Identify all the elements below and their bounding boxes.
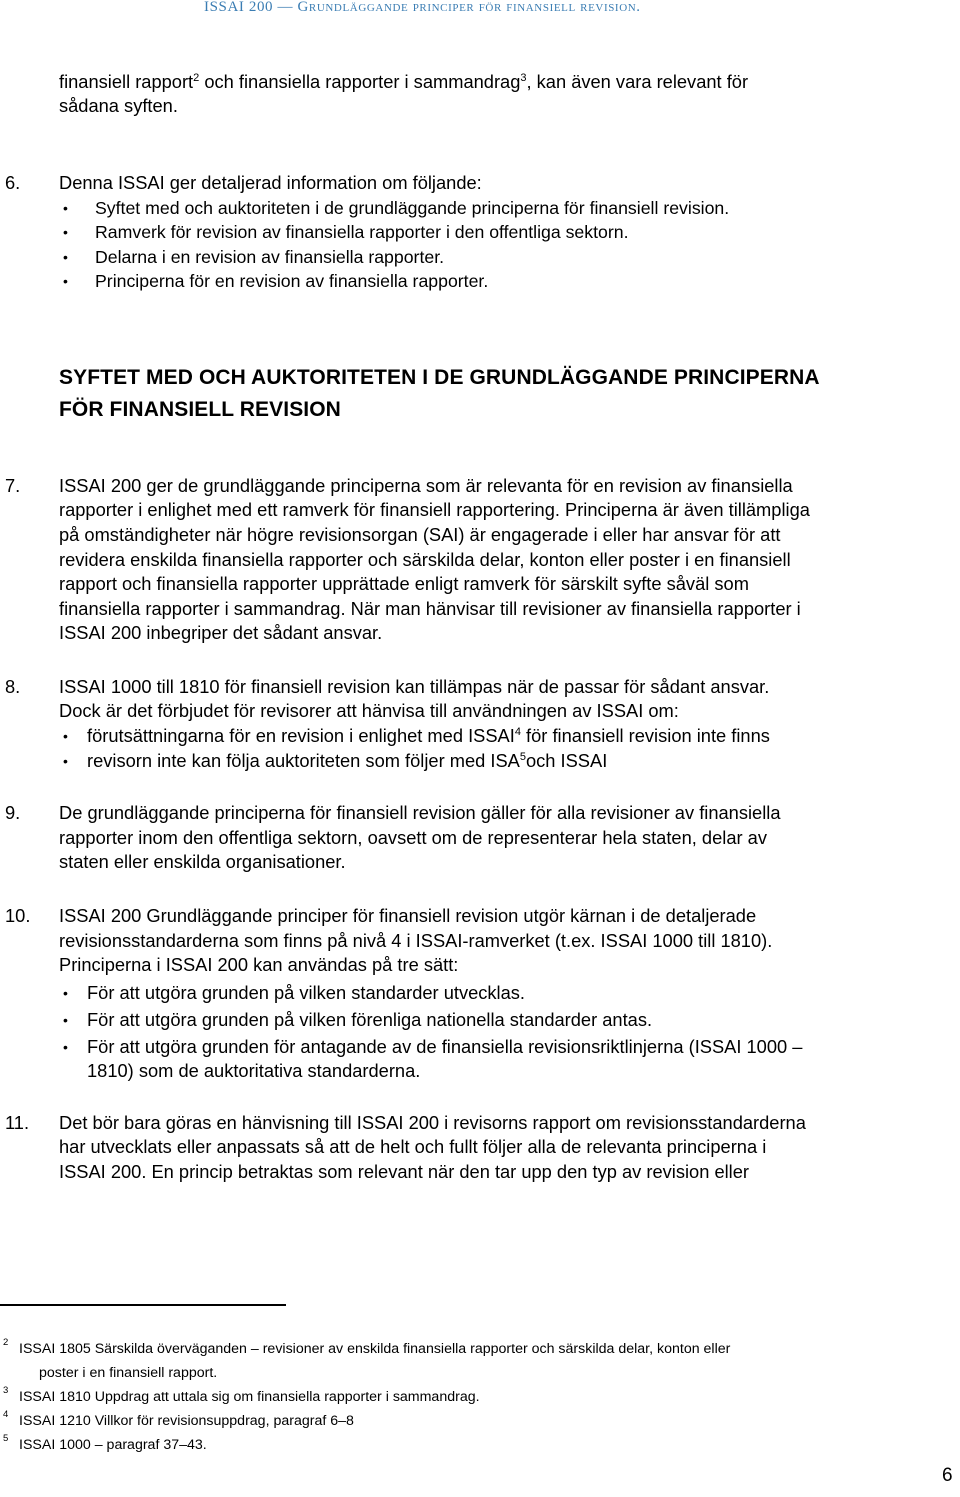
para-7-line-3: på omständigheter när högre revisionsorgan (SAI) är engagerade i eller har ansvar för att: [59, 524, 781, 545]
para-7-line-6: finansiella rapporter i sammandrag. När man hänvisar till revisioner av finansiella rapporter i: [59, 598, 801, 619]
para-9-number: 9.: [5, 802, 21, 823]
intro-line-1: finansiell rapport$^2$ och finansiella rapporter i sammandrag$^3$, kan även vara relevant för: [59, 71, 749, 92]
footnote-3-mark: 3: [3, 1385, 9, 1396]
bullet-icon: •: [63, 728, 68, 744]
footnote-ref-2[interactable]: 2: [193, 71, 200, 84]
bullet-icon: •: [63, 1039, 68, 1055]
para-11-line-2: har utvecklats eller anpassats så att de helt och fullt följer alla de relevanta principerna i: [59, 1136, 767, 1157]
footnote-4-text: ISSAI 1210 Villkor för revisionsuppdrag, paragraf 6–8: [19, 1413, 354, 1429]
para-9-line-3: staten eller enskilda organisationer.: [59, 851, 346, 872]
footnote-2-continuation: poster i en finansiell rapport.: [39, 1365, 218, 1381]
para-8-line-1: ISSAI 1000 till 1810 för finansiell revision kan tillämpas när de passar för sådant ansvar.: [59, 676, 770, 697]
intro-line-2: sådana syften.: [59, 95, 178, 116]
para-7-line-4: revidera enskilda finansiella rapporter och särskilda delar, konton eller poster i en finansiell: [59, 549, 791, 570]
running-header: [204, 0, 804, 18]
para-10-line-2: revisionsstandarderna som finns på nivå 4 i ISSAI-ramverket (t.ex. ISSAI 1000 till 1810).: [59, 930, 773, 951]
bullet-icon: •: [63, 200, 68, 216]
para-10-line-1: ISSAI 200 Grundläggande principer för finansiell revision utgör kärnan i de detaljerade: [59, 905, 757, 926]
footnote-3-text: ISSAI 1810 Uppdrag att uttala sig om finansiella rapporter i sammandrag.: [19, 1389, 480, 1405]
para-7-number: 7.: [5, 475, 21, 496]
para-10-line-3: Principerna i ISSAI 200 kan användas på tre sätt:: [59, 954, 459, 975]
page-number: 6: [942, 1465, 953, 1486]
bullet-icon: •: [63, 249, 68, 265]
para-6-lead: Denna ISSAI ger detaljerad information om följande:: [59, 172, 482, 193]
bullet-icon: •: [63, 273, 68, 289]
para-10-number: 10.: [5, 905, 31, 926]
footnote-2-text: ISSAI 1805 Särskilda överväganden – revisioner av enskilda finansiella rapporter och särskilda delar, konton eller: [19, 1341, 731, 1357]
para-10-bullet-3: För att utgöra grunden för antagande av de finansiella revisionsriktlinjerna (ISSAI 1000 –: [87, 1036, 803, 1057]
footnote-ref-3[interactable]: 3: [520, 71, 527, 84]
para-9-line-1: De grundläggande principerna för finansiell revision gäller för alla revisioner av finansiella: [59, 802, 781, 823]
bullet-icon: •: [63, 985, 68, 1001]
section-heading: [59, 362, 949, 426]
para-6-bullet-4: Principerna för en revision av finansiella rapporter.: [95, 271, 489, 291]
footnote-5-text: ISSAI 1000 – paragraf 37–43.: [19, 1437, 207, 1453]
running-header-text: ISSAI 200 — Grundläggande principer för finansiell revision.: [204, 0, 641, 15]
para-10-bullet-1: För att utgöra grunden på vilken standarder utvecklas.: [87, 982, 525, 1003]
para-11-line-1: Det bör bara göras en hänvisning till ISSAI 200 i revisorns rapport om revisionsstandarderna: [59, 1112, 806, 1133]
para-6-number: 6.: [5, 172, 21, 193]
para-11-number: 11.: [5, 1112, 30, 1133]
para-6-bullet-1: Syftet med och auktoriteten i de grundläggande principerna för finansiell revision.: [95, 198, 730, 218]
para-7-line-1: ISSAI 200 ger de grundläggande principerna som är relevanta för en revision av finansiella: [59, 475, 793, 496]
bullet-icon: •: [63, 224, 68, 240]
footnote-2-mark: 2: [3, 1337, 9, 1348]
section-heading-line-2: FÖR FINANSIELL REVISION: [59, 398, 341, 421]
para-7-line-2: rapporter i enlighet med ett ramverk för finansiell rapportering. Principerna är även tillämpliga: [59, 499, 810, 520]
para-6-bullet-3: Delarna i en revision av finansiella rapporter.: [95, 247, 445, 267]
para-9-line-2: rapporter inom den offentliga sektorn, oavsett om de representerar hela staten, delar av: [59, 827, 767, 848]
footnote-ref-4[interactable]: 4: [514, 725, 521, 738]
footnote-4-mark: 4: [3, 1409, 9, 1420]
footnote-5-mark: 5: [3, 1433, 9, 1444]
para-7-line-7: ISSAI 200 inbegriper det sådant ansvar.: [59, 622, 383, 643]
bullet-icon: •: [63, 753, 68, 769]
para-11-line-3: ISSAI 200. En princip betraktas som relevant när den tar upp den typ av revision eller: [59, 1161, 749, 1182]
bullet-icon: •: [63, 1012, 68, 1028]
para-10-bullet-3-continuation: 1810) som de auktoritativa standarderna.: [87, 1060, 421, 1081]
footnote-separator: [0, 1304, 286, 1306]
footnote-ref-5[interactable]: 5: [519, 750, 526, 763]
para-10-bullet-2: För att utgöra grunden på vilken förenliga nationella standarder antas.: [87, 1009, 653, 1030]
para-6-bullet-2: Ramverk för revision av finansiella rapporter i den offentliga sektorn.: [95, 222, 629, 242]
section-heading-line-1: SYFTET MED OCH AUKTORITETEN I DE GRUNDLÄGGANDE PRINCIPERNA: [59, 366, 820, 389]
para-8-bullet-1: förutsättningarna för en revision i enlighet med ISSAI$^4$ för finansiell revision inte finns: [87, 725, 770, 746]
para-8-line-2: Dock är det förbjudet för revisorer att hänvisa till användningen av ISSAI om:: [59, 700, 679, 721]
para-8-bullet-2: revisorn inte kan följa auktoriteten som följer med ISA$^5$och ISSAI: [87, 750, 608, 771]
para-8-number: 8.: [5, 676, 21, 697]
para-7-line-5: rapport och finansiella rapporter upprättade enligt ramverk för särskilt syfte såväl som: [59, 573, 749, 594]
